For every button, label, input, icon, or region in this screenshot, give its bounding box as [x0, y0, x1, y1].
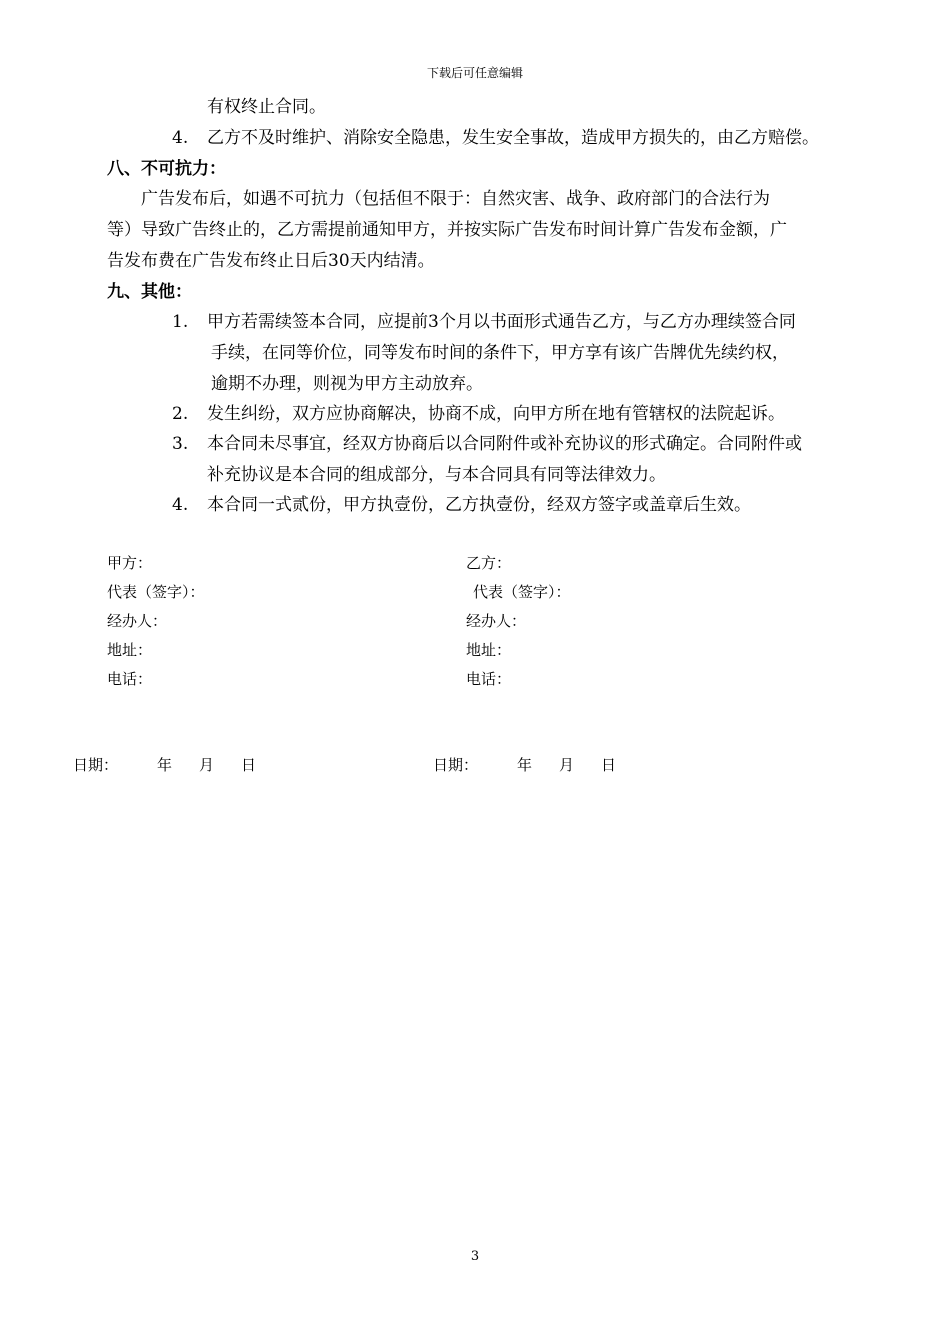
- party-a-label: 甲方：: [107, 554, 153, 572]
- page-header: 下载后可任意编辑: [426, 66, 523, 80]
- party-b-label: 乙方：: [466, 554, 512, 572]
- list-item-number: 2.: [172, 404, 189, 424]
- paragraph-line: 告发布费在广告发布终止日后30天内结清。: [107, 251, 435, 271]
- party-b-agent-label: 经办人：: [466, 612, 527, 630]
- list-item-number: 1.: [172, 312, 189, 332]
- page-number: 3: [470, 1249, 480, 1264]
- list-item-text: 本合同未尽事宜，经双方协商后以合同附件或补充协议的形式确定。合同附件或: [207, 434, 802, 454]
- section-heading-other: 九、其他：: [107, 282, 192, 302]
- paragraph-line: 等）导致广告终止的，乙方需提前通知甲方，并按实际广告发布时间计算广告发布金额，广: [107, 220, 787, 240]
- list-item-text: 逾期不办理，则视为甲方主动放弃。: [211, 374, 483, 394]
- party-a-representative-label: 代表（签字）：: [107, 583, 205, 601]
- paragraph-line: 广告发布后，如遇不可抗力（包括但不限于：自然灾害、战争、政府部门的合法行为: [141, 189, 770, 209]
- party-b-date: [433, 755, 616, 775]
- date-month: 月: [559, 756, 575, 774]
- date-month: 月: [199, 756, 215, 774]
- party-b-representative-label: 代表（签字）：: [473, 583, 571, 601]
- continuation-line: 有权终止合同。: [207, 97, 326, 117]
- date-label: 日期：: [433, 756, 479, 774]
- list-item-text: 本合同一式贰份，甲方执壹份，乙方执壹份，经双方签字或盖章后生效。: [207, 495, 751, 515]
- list-item-number: 4.: [172, 128, 189, 148]
- party-a-address-label: 地址：: [107, 641, 153, 659]
- party-b-address-label: 地址：: [466, 641, 512, 659]
- party-a-date: [73, 755, 256, 775]
- date-day: 日: [241, 756, 257, 774]
- party-a-agent-label: 经办人：: [107, 612, 168, 630]
- party-a-phone-label: 电话：: [107, 670, 153, 688]
- date-label: 日期：: [73, 756, 119, 774]
- date-day: 日: [601, 756, 617, 774]
- section-heading-force-majeure: 八、不可抗力：: [107, 159, 226, 179]
- list-item-text: 发生纠纷，双方应协商解决，协商不成，向甲方所在地有管辖权的法院起诉。: [207, 404, 785, 424]
- party-b-phone-label: 电话：: [466, 670, 512, 688]
- list-item-text: 甲方若需续签本合同，应提前3个月以书面形式通告乙方，与乙方办理续签合同: [207, 312, 796, 332]
- list-item-text: 手续，在同等价位，同等发布时间的条件下，甲方享有该广告牌优先续约权，: [211, 343, 789, 363]
- list-item-text: 乙方不及时维护、消除安全隐患，发生安全事故，造成甲方损失的，由乙方赔偿。: [207, 128, 819, 148]
- date-year: 年: [517, 756, 533, 774]
- date-year: 年: [157, 756, 173, 774]
- list-item-number: 3.: [172, 434, 189, 454]
- list-item-text: 补充协议是本合同的组成部分，与本合同具有同等法律效力。: [207, 465, 666, 485]
- list-item-number: 4.: [172, 495, 189, 515]
